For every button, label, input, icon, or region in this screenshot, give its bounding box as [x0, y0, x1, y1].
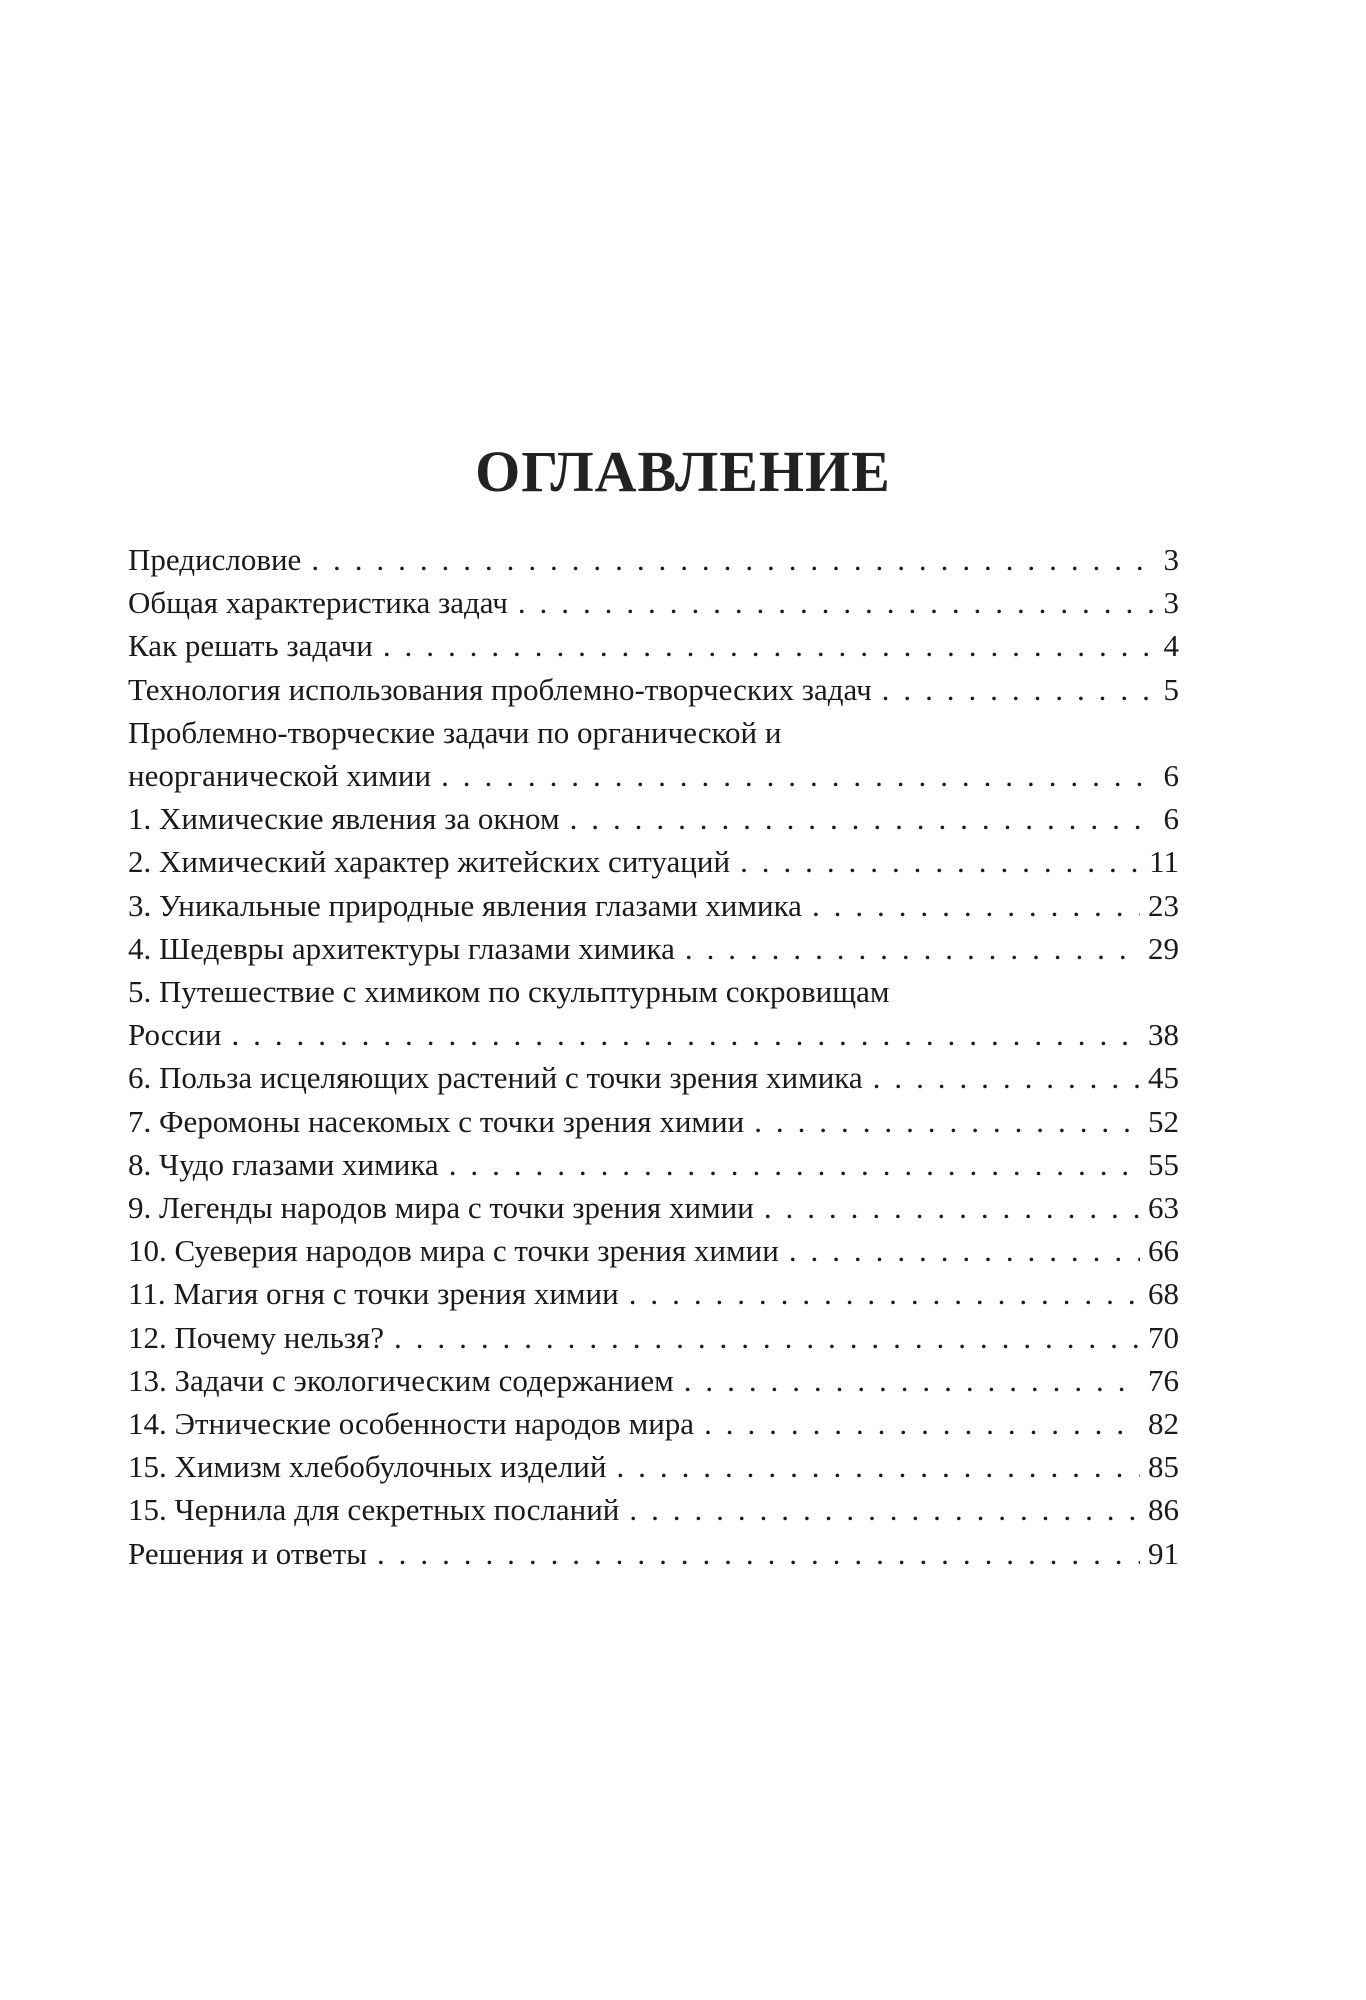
toc-entry-line [128, 797, 1179, 840]
toc-page-number: 5 [1163, 671, 1179, 707]
toc-page-number: 6 [1163, 801, 1179, 837]
toc-entry-line [128, 1445, 1179, 1488]
toc-entry-line [128, 840, 1179, 883]
toc-entry[interactable] [128, 538, 1179, 581]
toc-entry-line [128, 668, 1179, 711]
toc-entry[interactable] [128, 1143, 1179, 1186]
toc-page-number: 76 [1148, 1362, 1179, 1398]
toc-entry-title: 3. Уникальные природные явления глазами химика [128, 887, 802, 923]
toc-entry-line [128, 1532, 1179, 1575]
toc-entry-title: России [128, 1017, 222, 1053]
toc-entry-title: Общая характеристика задач [128, 585, 508, 621]
toc-page-number: 3 [1163, 542, 1179, 577]
toc-entry[interactable] [128, 581, 1179, 624]
toc-entry-line [128, 1488, 1179, 1531]
dot-leader [730, 840, 1141, 883]
toc-entry-title: 12. Почему нельзя? [128, 1319, 385, 1355]
toc-page-number: 85 [1148, 1449, 1179, 1485]
toc-entry[interactable] [128, 1359, 1179, 1402]
toc-page-number: 52 [1148, 1103, 1179, 1139]
toc-entry-title-line: Проблемно-творческие задачи по органической и [128, 714, 782, 750]
toc-entry[interactable] [128, 1186, 1179, 1229]
toc-entry-title: 13. Задачи с экологическим содержанием [128, 1362, 674, 1398]
dot-leader [872, 668, 1156, 711]
toc-entry-title: 1. Химические явления за окном [128, 801, 560, 837]
toc-entry-line [128, 1056, 1179, 1099]
toc-title: ОГЛАВЛЕНИЕ [475, 439, 891, 504]
toc-entry-line [128, 1100, 1179, 1143]
dot-leader [606, 1445, 1140, 1488]
toc-page-number: 55 [1148, 1146, 1179, 1182]
toc-entry-title: 9. Легенды народов мира с точки зрения химии [128, 1190, 754, 1226]
toc-entry-line [128, 754, 1179, 797]
toc-page-number: 4 [1163, 628, 1179, 664]
toc-entry[interactable] [128, 1532, 1179, 1575]
dot-leader [508, 581, 1156, 624]
toc-entry[interactable] [128, 1402, 1179, 1445]
toc-entry[interactable] [128, 1488, 1179, 1531]
toc-page-number: 23 [1148, 887, 1179, 923]
toc-entry[interactable] [128, 797, 1179, 840]
toc-entry-line [128, 1186, 1179, 1229]
toc-entry[interactable] [128, 711, 1179, 797]
dot-leader [560, 797, 1156, 840]
toc-entry[interactable] [128, 927, 1179, 970]
toc-entry[interactable] [128, 1316, 1179, 1359]
toc-entry-line [128, 538, 1179, 581]
toc-entry-title: Предисловие [128, 542, 302, 577]
toc-entry-title: 15. Чернила для секретных посланий [128, 1492, 620, 1528]
toc-entry-title: неорганической химии [128, 758, 432, 794]
dot-leader [744, 1100, 1140, 1143]
toc-page-number: 82 [1148, 1406, 1179, 1442]
dot-leader [439, 1143, 1140, 1186]
toc-page-number: 38 [1148, 1017, 1179, 1053]
toc-entry-title: 8. Чудо глазами химика [128, 1146, 439, 1182]
toc-page-number: 6 [1163, 758, 1179, 794]
dot-leader [384, 1316, 1140, 1359]
dot-leader [619, 1272, 1140, 1315]
dot-leader [863, 1056, 1140, 1099]
toc-entry-line [128, 1402, 1179, 1445]
toc-page-number: 66 [1148, 1233, 1179, 1269]
toc-entry[interactable] [128, 668, 1179, 711]
toc-entry[interactable] [128, 1272, 1179, 1315]
toc-entry-title: 7. Феромоны насекомых с точки зрения химии [128, 1103, 745, 1139]
toc-page-number: 11 [1149, 844, 1179, 880]
toc-page-number: 70 [1148, 1319, 1179, 1355]
table-of-contents [128, 538, 1179, 1575]
toc-entry-line [128, 624, 1179, 667]
toc-page-number: 63 [1148, 1190, 1179, 1226]
toc-entry-line [128, 1013, 1179, 1056]
toc-entry-title: 15. Химизм хлебобулочных изделий [128, 1449, 607, 1485]
toc-entry-line [128, 1272, 1179, 1315]
toc-page-number: 68 [1148, 1276, 1179, 1312]
dot-leader [754, 1186, 1140, 1229]
dot-leader [221, 1013, 1140, 1056]
toc-entry[interactable] [128, 624, 1179, 667]
toc-entry-title: Технология использования проблемно-творческих задач [128, 671, 872, 707]
dot-leader [301, 538, 1155, 581]
toc-page-number: 45 [1148, 1060, 1179, 1096]
toc-entry-title: 11. Магия огня с точки зрения химии [128, 1276, 619, 1312]
toc-page-number: 29 [1148, 930, 1179, 966]
toc-entry-title: 6. Польза исцеляющих растений с точки зрения химика [128, 1060, 863, 1096]
toc-entry-title: 10. Суеверия народов мира с точки зрения химии [128, 1233, 779, 1269]
toc-entry-line [128, 884, 1179, 927]
toc-entry[interactable] [128, 1056, 1179, 1099]
toc-page-number: 91 [1148, 1535, 1179, 1571]
toc-entry-title: Как решать задачи [128, 628, 373, 664]
toc-entry-title: Решения и ответы [128, 1535, 367, 1571]
dot-leader [694, 1402, 1140, 1445]
toc-entry-title: 4. Шедевры архитектуры глазами химика [128, 930, 675, 966]
dot-leader [779, 1229, 1140, 1272]
toc-page-number: 86 [1148, 1492, 1179, 1528]
toc-entry[interactable] [128, 970, 1179, 1056]
dot-leader [674, 1359, 1140, 1402]
dot-leader [431, 754, 1155, 797]
toc-entry-title: 14. Этнические особенности народов мира [128, 1406, 695, 1442]
toc-entry[interactable] [128, 1229, 1179, 1272]
toc-entry-title-line: 5. Путешествие с химиком по скульптурным сокровищам [128, 974, 890, 1010]
dot-leader [802, 884, 1140, 927]
dot-leader [675, 927, 1140, 970]
toc-entry[interactable] [128, 840, 1179, 883]
toc-page-number: 3 [1163, 585, 1179, 621]
toc-entry-line [128, 1316, 1179, 1359]
toc-entry-line [128, 1229, 1179, 1272]
toc-entry-line [128, 581, 1179, 624]
dot-leader [367, 1532, 1140, 1575]
toc-entry-line [128, 927, 1179, 970]
toc-entry-line [128, 1143, 1179, 1186]
dot-leader [373, 624, 1156, 667]
toc-entry[interactable] [128, 1100, 1179, 1143]
toc-entry-line [128, 1359, 1179, 1402]
toc-entry[interactable] [128, 1445, 1179, 1488]
dot-leader [619, 1488, 1140, 1531]
toc-entry[interactable] [128, 884, 1179, 927]
toc-entry-title: 2. Химический характер житейских ситуаций [128, 844, 731, 880]
